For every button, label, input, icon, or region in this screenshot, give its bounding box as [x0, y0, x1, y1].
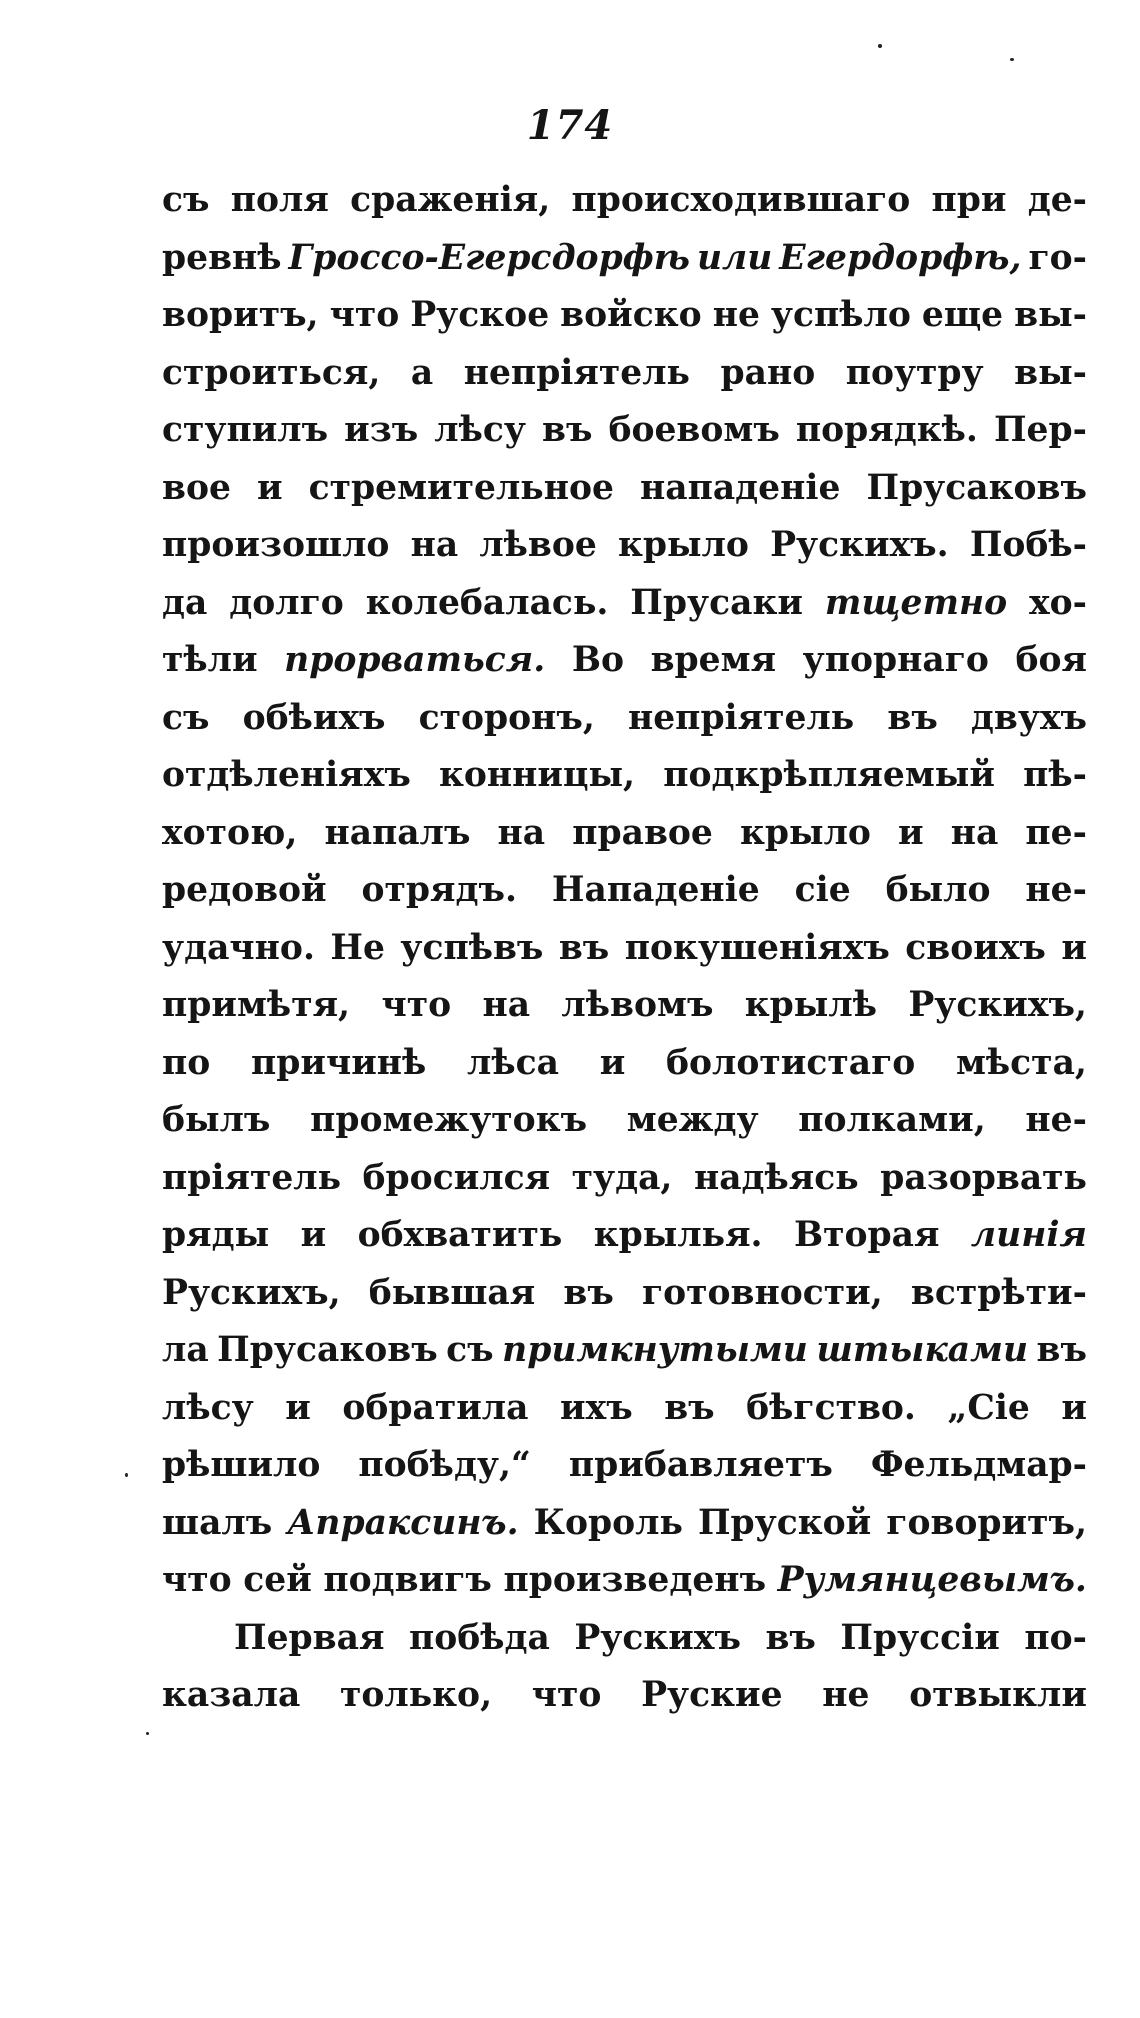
- text-line: [162, 172, 1087, 230]
- word: Прусаки: [630, 582, 803, 623]
- scan-speck: [125, 1473, 128, 1477]
- word: примѣтя,: [162, 985, 351, 1025]
- word: крылѣ: [744, 985, 877, 1025]
- word: на: [482, 985, 531, 1025]
- text-line: [162, 920, 1087, 978]
- word: что: [329, 295, 400, 335]
- word: штыками: [816, 1330, 1029, 1370]
- word: бывшая: [368, 1272, 536, 1313]
- word: надѣясь: [693, 1157, 859, 1198]
- word: Прусаковъ: [866, 467, 1087, 508]
- text-line: [162, 1610, 1087, 1668]
- word: на: [410, 525, 459, 565]
- word: былъ: [162, 1100, 271, 1140]
- word: съ: [162, 697, 210, 738]
- word: между: [626, 1100, 759, 1140]
- word: лѣса: [467, 1042, 559, 1083]
- word: упорнаго: [802, 640, 989, 680]
- word: изъ: [344, 410, 419, 450]
- page-number: 174: [526, 102, 614, 149]
- word: поля: [230, 180, 329, 220]
- text-line: [162, 1207, 1087, 1265]
- word: Апраксинъ.: [287, 1502, 519, 1543]
- word: сторонъ,: [418, 697, 595, 738]
- word: отрядъ.: [361, 870, 518, 910]
- word: на: [950, 812, 999, 853]
- word: пе-: [1025, 812, 1087, 853]
- text-line: [162, 1092, 1087, 1150]
- word: крыло: [739, 812, 871, 853]
- word: покушеніяхъ: [624, 927, 890, 968]
- word: казала: [162, 1675, 301, 1715]
- word: не-: [1025, 870, 1087, 910]
- word: войско: [560, 295, 702, 335]
- body-text: [162, 172, 1087, 1725]
- word: подвигъ: [323, 1560, 492, 1600]
- word: туда,: [571, 1157, 673, 1198]
- word: въ: [887, 697, 938, 738]
- word: сраженія,: [350, 180, 551, 220]
- word: го-: [1028, 237, 1087, 278]
- word: или: [696, 237, 773, 278]
- word: Рускихъ,: [162, 1272, 341, 1313]
- text-line: [162, 1380, 1087, 1438]
- word: Первая: [234, 1617, 385, 1658]
- word: строиться,: [162, 352, 381, 393]
- word: лѣвомъ: [561, 985, 714, 1025]
- word: ихъ: [560, 1387, 633, 1428]
- word: непріятель: [627, 697, 855, 738]
- word: тѣли: [162, 640, 258, 680]
- word: Руское: [410, 295, 550, 335]
- word: редовой: [162, 870, 327, 910]
- text-line: [162, 1035, 1087, 1093]
- word: Не: [330, 927, 385, 968]
- word: лѣвое: [479, 525, 597, 565]
- word: Руские: [641, 1675, 783, 1715]
- word: а: [410, 352, 434, 393]
- word: конницы,: [438, 755, 636, 795]
- text-line: [162, 287, 1087, 345]
- word: Гроссо-Егерсдорфѣ: [288, 237, 691, 278]
- text-line: [162, 460, 1087, 518]
- word: что: [531, 1675, 602, 1715]
- text-line: [162, 1265, 1087, 1323]
- word: ла: [162, 1330, 209, 1370]
- word: въ: [1036, 1330, 1087, 1370]
- word: промежутокъ: [310, 1100, 588, 1140]
- text-line: [162, 862, 1087, 920]
- word: ряды: [162, 1215, 270, 1255]
- word: прибавляетъ: [568, 1445, 833, 1485]
- word: Фельдмар-: [870, 1445, 1087, 1485]
- word: съ: [162, 180, 210, 220]
- word: бросился: [362, 1157, 551, 1198]
- word: на: [497, 812, 546, 853]
- word: хотою,: [162, 812, 298, 853]
- word: тщетно: [824, 582, 1008, 623]
- text-line: [162, 517, 1087, 575]
- word: долго: [229, 582, 344, 623]
- word: де-: [1027, 180, 1087, 220]
- word: боя: [1015, 640, 1087, 680]
- word: и: [599, 1042, 626, 1083]
- text-line: [162, 1322, 1087, 1380]
- word: Егердорфѣ,: [779, 237, 1022, 278]
- word: что: [381, 985, 452, 1025]
- word: побѣда: [408, 1617, 550, 1658]
- word: болотистаго: [666, 1042, 916, 1083]
- text-line: [162, 805, 1087, 863]
- text-line: [162, 1495, 1087, 1553]
- word: Нападеніе: [551, 870, 760, 910]
- text-line: [162, 230, 1087, 288]
- word: ревнѣ: [162, 237, 282, 278]
- word: рѣшило: [162, 1445, 321, 1485]
- word: произведенъ: [503, 1560, 767, 1600]
- text-line: [162, 1150, 1087, 1208]
- word: крыло: [617, 525, 749, 565]
- word: шалъ: [162, 1502, 273, 1543]
- word: было: [885, 870, 991, 910]
- word: въ: [765, 1617, 816, 1658]
- word: непріятель: [463, 352, 690, 393]
- word: съ: [446, 1330, 494, 1370]
- word: успѣло: [770, 295, 911, 335]
- word: вы-: [1014, 352, 1087, 393]
- word: еще: [921, 295, 1004, 335]
- word: вое: [162, 467, 231, 508]
- text-line: [162, 632, 1087, 690]
- text-line: [162, 402, 1087, 460]
- text-line: [162, 1552, 1087, 1610]
- word: только,: [340, 1675, 493, 1715]
- word: въ: [541, 410, 593, 450]
- word: сей: [243, 1560, 312, 1600]
- word: пріятель: [162, 1157, 342, 1198]
- word: линія: [970, 1215, 1087, 1255]
- word: отдѣленіяхъ: [162, 755, 411, 795]
- word: Пруской: [697, 1502, 872, 1543]
- word: говоритъ,: [886, 1502, 1087, 1543]
- text-line: [162, 1437, 1087, 1495]
- word: боевомъ: [608, 410, 780, 450]
- word: лѣсу: [434, 410, 526, 450]
- word: воритъ,: [162, 295, 319, 335]
- word: полками,: [798, 1100, 986, 1140]
- word: „Сіе: [947, 1387, 1030, 1428]
- word: при: [931, 180, 1007, 220]
- word: колебалась.: [365, 582, 609, 623]
- word: напалъ: [324, 812, 471, 853]
- word: Вторая: [793, 1215, 940, 1255]
- word: примкнутыми: [502, 1330, 808, 1370]
- word: обѣихъ: [242, 697, 386, 738]
- word: и: [1061, 1387, 1087, 1428]
- word: порядкѣ.: [795, 410, 978, 450]
- word: Король: [533, 1502, 683, 1543]
- word: бѣгство.: [746, 1387, 916, 1428]
- word: нападеніе: [639, 467, 841, 508]
- text-line: [162, 690, 1087, 748]
- word: побѣду,“: [358, 1445, 531, 1485]
- word: крылья.: [593, 1215, 763, 1255]
- word: и: [1061, 927, 1087, 968]
- word: пѣ-: [1023, 755, 1087, 795]
- text-line: [162, 977, 1087, 1035]
- word: Во: [571, 640, 624, 680]
- word: своихъ: [905, 927, 1046, 968]
- word: встрѣти-: [910, 1272, 1087, 1313]
- word: и: [256, 467, 283, 508]
- word: подкрѣпляемый: [663, 755, 995, 795]
- word: прорваться.: [284, 640, 546, 680]
- word: Побѣ-: [969, 525, 1087, 565]
- word: сіе: [794, 870, 851, 910]
- word: происходившаго: [571, 180, 911, 220]
- text-line: [162, 1667, 1087, 1725]
- word: лѣсу: [162, 1387, 254, 1428]
- word: и: [898, 812, 924, 853]
- word: отвыкли: [909, 1675, 1087, 1715]
- word: время: [650, 640, 777, 680]
- word: не-: [1025, 1100, 1087, 1140]
- word: хо-: [1029, 582, 1087, 623]
- scan-speck: [146, 1732, 149, 1735]
- word: по: [162, 1042, 211, 1083]
- word: Рускихъ.: [770, 525, 949, 565]
- scan-speck: [1010, 58, 1014, 61]
- text-line: [162, 345, 1087, 403]
- word: и: [300, 1215, 327, 1255]
- word: Пер-: [993, 410, 1087, 450]
- word: разорвать: [880, 1157, 1087, 1198]
- word: обратила: [342, 1387, 529, 1428]
- word: Румянцевымъ.: [777, 1560, 1087, 1600]
- word: мѣста,: [955, 1042, 1087, 1083]
- word: стремительное: [308, 467, 614, 508]
- word: въ: [558, 927, 610, 968]
- word: двухъ: [970, 697, 1087, 738]
- word: произошло: [162, 525, 390, 565]
- word: не: [712, 295, 760, 335]
- word: что: [162, 1560, 232, 1600]
- word: Пруссіи: [840, 1617, 1000, 1658]
- word: поутру: [845, 352, 984, 393]
- word: обхватить: [357, 1215, 563, 1255]
- word: ступилъ: [162, 410, 329, 450]
- word: вы-: [1014, 295, 1087, 335]
- word: успѣвъ: [400, 927, 544, 968]
- scan-speck: [878, 44, 882, 48]
- word: да: [162, 582, 208, 623]
- text-line: [162, 575, 1087, 633]
- text-line: [162, 747, 1087, 805]
- word: удачно.: [162, 927, 315, 968]
- word: по-: [1024, 1617, 1087, 1658]
- word: и: [285, 1387, 311, 1428]
- word: не: [822, 1675, 870, 1715]
- word: готовности,: [642, 1272, 883, 1313]
- word: рано: [720, 352, 816, 393]
- word: въ: [664, 1387, 715, 1428]
- word: правое: [572, 812, 713, 853]
- word: Прусаковъ: [217, 1330, 438, 1370]
- word: въ: [563, 1272, 614, 1313]
- word: причинѣ: [250, 1042, 427, 1083]
- word: Рускихъ,: [908, 985, 1087, 1025]
- word: Рускихъ: [574, 1617, 741, 1658]
